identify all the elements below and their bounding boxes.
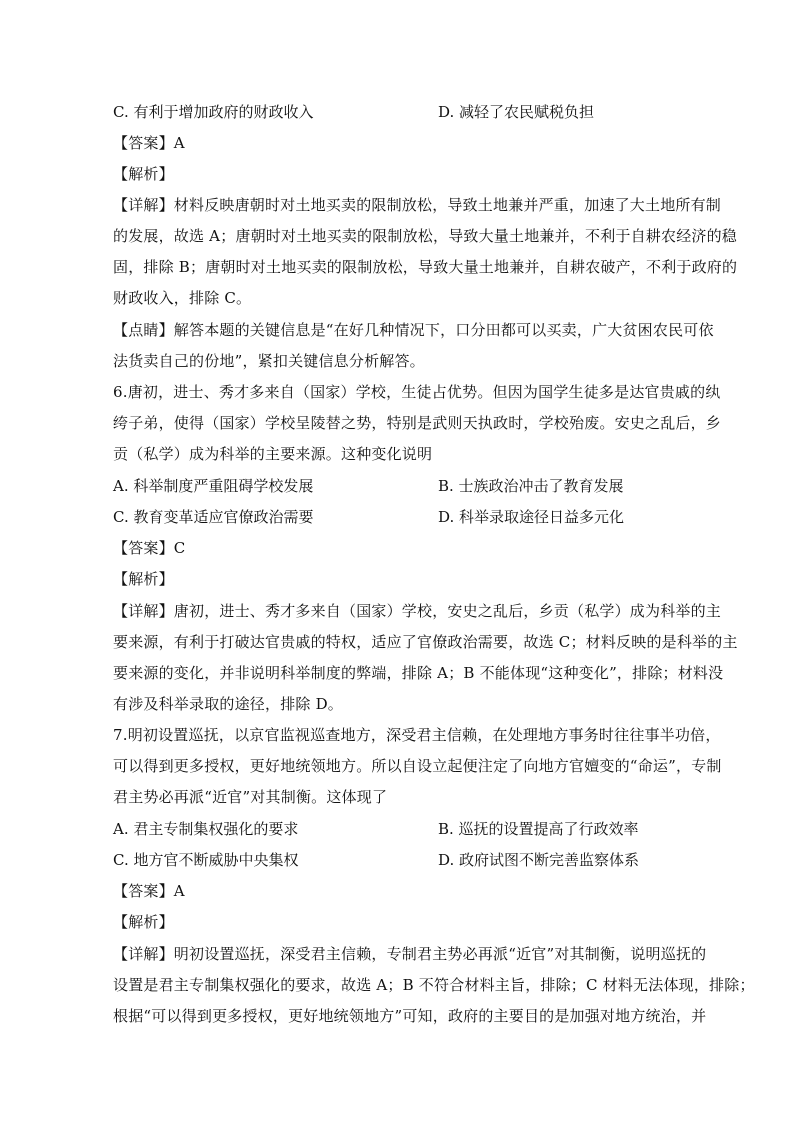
q5-tip-line: 【点睛】解答本题的关键信息是“在好几种情况下，口分田都可以买卖，广大贫困农民可依 [113, 321, 714, 339]
q6-option-b: B. 士族政治冲击了教育发展 [438, 477, 624, 495]
q5-detail-line: 固，排除 B；唐朝时对土地买卖的限制放松，导致大量土地兼并，自耕农破产，不利于政府的 [113, 258, 738, 276]
q5-detail-line: 【详解】材料反映唐朝时对土地买卖的限制放松，导致土地兼并严重，加速了大土地所有制 [113, 196, 722, 214]
q7-option-b: B. 巡抚的设置提高了行政效率 [438, 820, 639, 838]
q7-stem-line: 7.明初设置巡抚，以京官监视巡查地方，深受君主信赖，在处理地方事务时往往事半功倍， [113, 726, 721, 744]
q7-stem-line: 可以得到更多授权，更好地统领地方。所以自设立起便注定了向地方官嬗变的“命运”，专制 [113, 757, 722, 775]
q7-option-d: D. 政府试图不断完善监察体系 [438, 851, 640, 869]
q6-detail-line: 要来源，有利于打破达官贵戚的特权，适应了官僚政治需要，故选 C；材料反映的是科举的主 [113, 633, 738, 651]
q6-answer: 【答案】C [113, 539, 186, 557]
q6-option-d: D. 科举录取途径日益多元化 [438, 508, 625, 526]
q6-analysis-label: 【解析】 [113, 570, 174, 588]
q7-stem-line: 君主势必再派“近官”对其制衡。这体现了 [113, 788, 388, 806]
q7-detail-line: 【详解】明初设置巡抚，深受君主信赖，专制君主势必再派“近官”对其制衡，说明巡抚的 [113, 945, 707, 963]
q5-detail-line: 财政收入，排除 C。 [113, 289, 252, 307]
q5-detail-line: 的发展，故选 A；唐朝时对土地买卖的限制放松，导致大量土地兼并，不利于自耕农经济的稳 [113, 227, 738, 245]
q7-detail-line: 设置是君主专制集权强化的要求，故选 A；B 不符合材料主旨，排除；C 材料无法体现，排除； [113, 976, 755, 994]
q5-option-d: D. 减轻了农民赋税负担 [438, 103, 595, 121]
q5-analysis-label: 【解析】 [113, 165, 174, 183]
q5-tip-line: 法货卖自己的份地”，紧扣关键信息分析解答。 [113, 352, 425, 370]
q5-answer: 【答案】A [113, 134, 185, 152]
q7-analysis-label: 【解析】 [113, 913, 174, 931]
q7-option-a: A. 君主专制集权强化的要求 [113, 820, 299, 838]
q6-stem-line: 贡（私学）成为科举的主要来源。这种变化说明 [113, 445, 433, 463]
q5-option-c: C. 有利于增加政府的财政收入 [113, 103, 314, 121]
q6-option-a: A. 科举制度严重阻碍学校发展 [113, 477, 314, 495]
q7-answer: 【答案】A [113, 882, 185, 900]
q6-detail-line: 有涉及科举录取的途径，排除 D。 [113, 695, 343, 713]
q6-option-c: C. 教育变革适应官僚政治需要 [113, 508, 314, 526]
q6-detail-line: 要来源的变化，并非说明科举制度的弊端，排除 A；B 不能体现“这种变化”，排除；材料没 [113, 664, 724, 682]
q6-stem-line: 6.唐初，进士、秀才多来自（国家）学校，生徒占优势。但因为国学生徒多是达官贵戚的纨 [113, 383, 721, 401]
q7-detail-line: 根据“可以得到更多授权，更好地统领地方”可知，政府的主要目的是加强对地方统治，并 [113, 1007, 707, 1025]
q6-stem-line: 绔子弟，使得（国家）学校呈陵替之势，特别是武则天执政时，学校殆废。安史之乱后，乡 [113, 414, 722, 432]
q7-option-c: C. 地方官不断威胁中央集权 [113, 851, 299, 869]
q6-detail-line: 【详解】唐初，进士、秀才多来自（国家）学校，安史之乱后，乡贡（私学）成为科举的主 [113, 602, 722, 620]
